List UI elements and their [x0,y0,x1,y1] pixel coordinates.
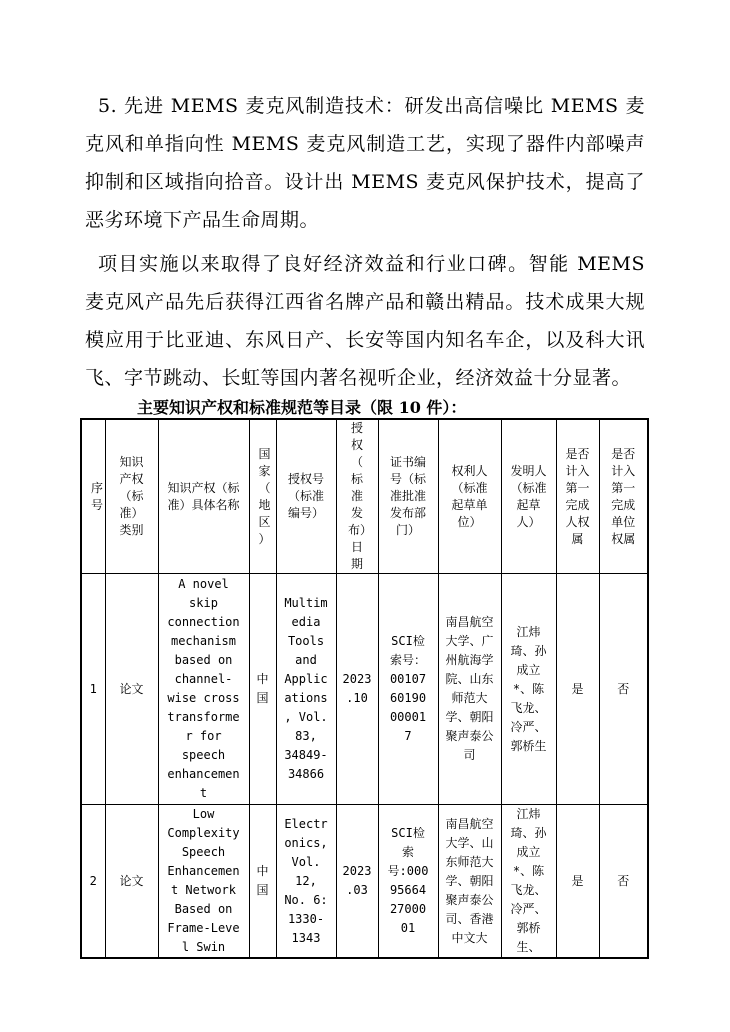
table-header-row [81,419,648,574]
table-cell: 南昌航空大学、广州航海学院、山东师范大学、朝阳聚声泰公司 [438,574,501,805]
paragraph-project-benefit: 项目实施以来取得了良好经济效益和行业口碑。智能 MEMS 麦克风产品先后获得江西省名牌产品和赣出精品。技术成果大规模应用于比亚迪、东风日产、长安等国内知名车企，以及科大讯飞、字节跳动、长虹等国内著名视听企业，经济效益十分显著。 [85,253,645,389]
table-cell: Multimedia Tools and Applications, Vol. 83, 34849-34866 [276,574,336,805]
table-caption: 主要知识产权和标准规范等目录（限 10 件）： [137,398,467,417]
table-cell: 江炜琦、孙成立*、陈飞龙、冷严、郭桥生、 [501,805,556,959]
table-cell: 南昌航空大学、山东师范大学、朝阳聚声泰公司、香港中文大 [438,805,501,959]
header-ip-name: 知识产权（标准）具体名称 [158,419,249,574]
table-cell: A novel skip connection mechanism based on channel-wise cross transformer for speech enhancement [158,574,249,805]
table-cell: Low Complexity Speech Enhancement Network Based on Frame-Leve l Swin [158,805,249,959]
header-first-person-ownership: 是否计入第一完成人权属 [556,419,599,574]
table-cell: 论文 [105,805,158,959]
table-cell: 是 [556,574,599,805]
table-cell: 2 [81,805,105,959]
table-row [81,805,648,959]
ip-standards-table [80,418,649,959]
table-cell: Electronics, Vol. 12, No. 6: 1330-1343 [276,805,336,959]
table-cell: 否 [599,574,648,805]
header-seq: 序号 [81,419,105,574]
table-cell: 2023.03 [336,805,378,959]
table-row [81,574,648,805]
header-first-unit-ownership: 是否计入第一完成单位权属 [599,419,648,574]
text-block [85,0,645,418]
table-cell: SCI检索号:000956642700001 [378,805,438,959]
header-cert-number: 证书编号（标准批准发布部门） [378,419,438,574]
table-cell: 江炜琦、孙成立*、陈飞龙、冷严、郭桥生 [501,574,556,805]
table-cell: 中国 [249,805,276,959]
header-grant-number: 授权号（标准编号） [276,419,336,574]
header-country: 国家（地区） [249,419,276,574]
table-cell: 论文 [105,574,158,805]
table-cell: 否 [599,805,648,959]
header-inventor: 发明人（标准起草人） [501,419,556,574]
table-cell: 1 [81,574,105,805]
header-grant-date: 授权（标准发布）日期 [336,419,378,574]
table-cell: SCI检索号：0010760190000017 [378,574,438,805]
header-ip-type: 知识产权（标准）类别 [105,419,158,574]
paragraph-mems-tech: 5. 先进 MEMS 麦克风制造技术：研发出高信噪比 MEMS 麦克风和单指向性 MEMS 麦克风制造工艺，实现了器件内部噪声抑制和区域指向拾音。设计出 MEMS 麦克风保护技术，提高了恶劣环境下产品生命周期。 [85,95,645,231]
table-cell: 中国 [249,574,276,805]
table-cell: 2023.10 [336,574,378,805]
table-cell: 是 [556,805,599,959]
header-rights-holder: 权利人（标准起草单位） [438,419,501,574]
